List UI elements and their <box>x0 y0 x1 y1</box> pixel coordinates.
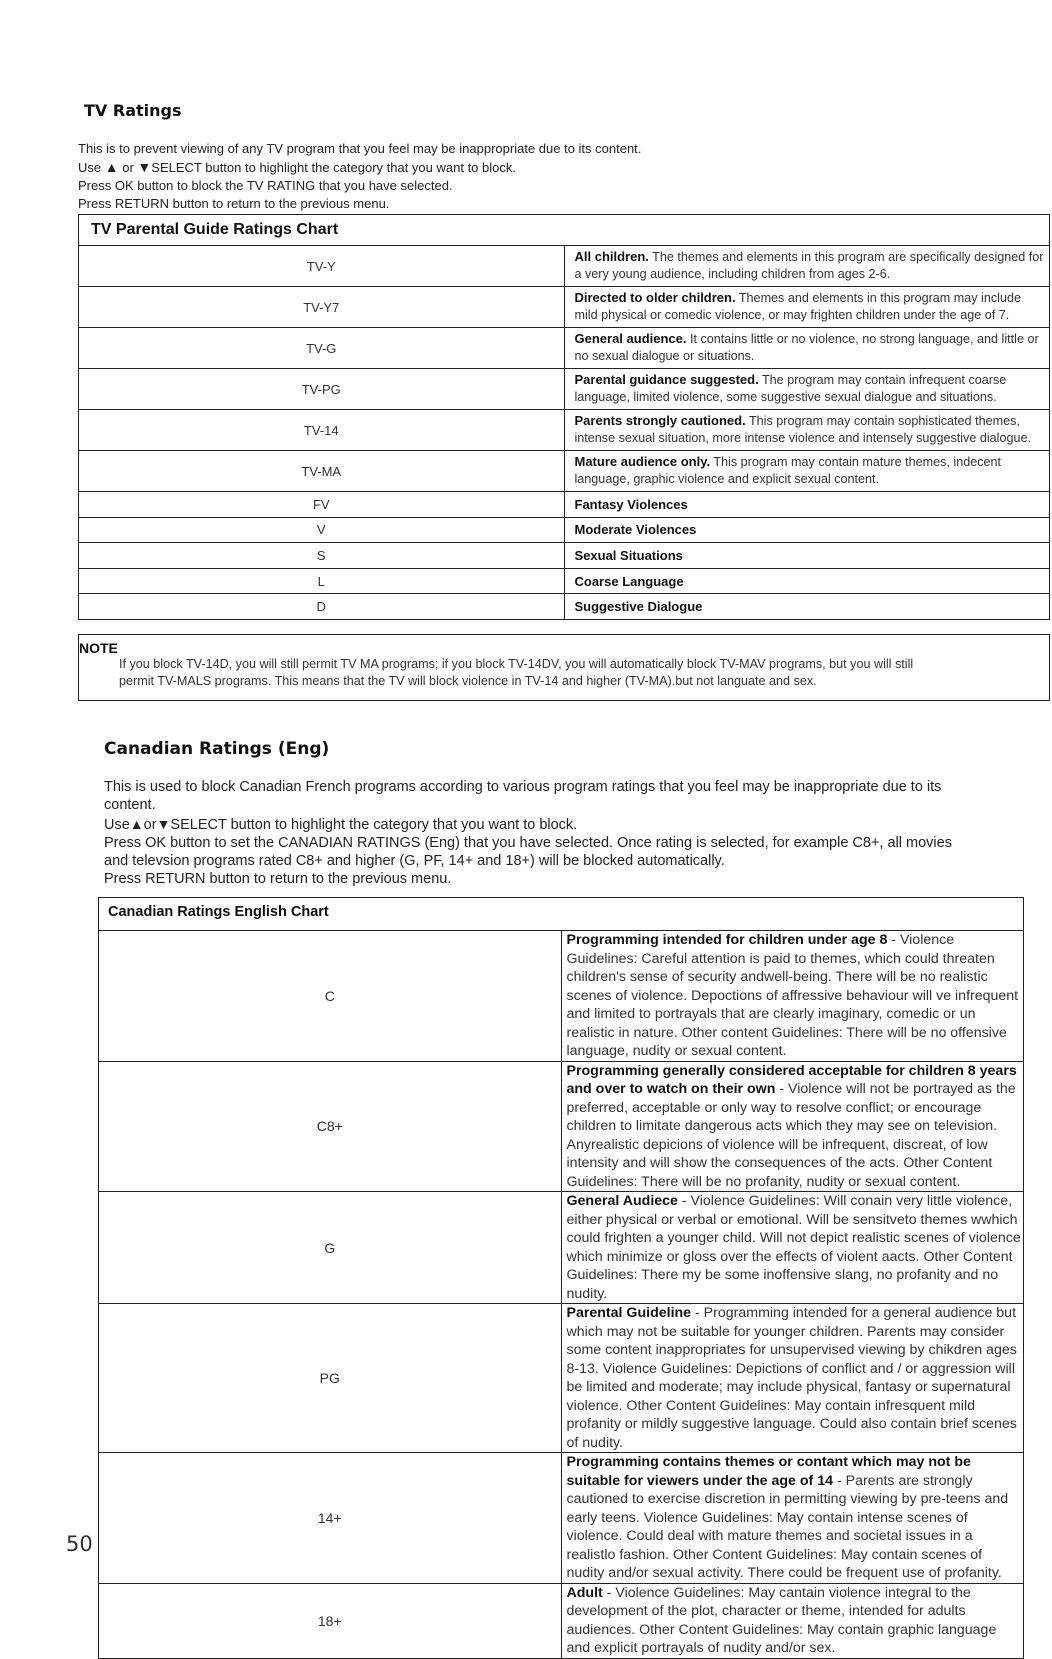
rating-description: General Audiece - Violence Guidelines: Will conain very little violence, either physical or verbal or emotional. Will be sensitveto themes wwhich could frighten a younger child. Will not depict realistic scenes of violence which minimize or gloss over the effects of violent aacts. Other Content Guidelines: There my be some inoffensive slang, no profanity and no nudity. <box>561 1192 1024 1304</box>
table-row <box>79 594 1050 620</box>
rating-code: TV-Y7 <box>79 287 565 328</box>
intro-line: Press OK button to set the CANADIAN RATINGS (Eng) that you have selected. Once rating is selected, for example C8+, all movies <box>104 834 952 851</box>
rating-code: TV-Y <box>79 246 565 287</box>
intro-line: Press RETURN button to return to the previous menu. <box>78 196 390 211</box>
rating-code: D <box>79 594 565 620</box>
table-row <box>99 1583 1024 1658</box>
rating-description: Coarse Language <box>564 568 1050 594</box>
rating-code: 18+ <box>99 1583 562 1658</box>
rating-code: PG <box>99 1304 562 1453</box>
up-arrow-icon: ▲ <box>104 159 119 175</box>
canadian-ratings-heading: Canadian Ratings (Eng) <box>104 739 330 759</box>
table-row <box>79 543 1050 569</box>
rating-description: Moderate Violences <box>564 517 1050 543</box>
intro-line: Press RETURN button to return to the previous menu. <box>104 871 452 888</box>
table-row <box>79 517 1050 543</box>
rating-description: Programming generally considered acceptable for children 8 years and over to watch on their own - Violence will not be portrayed as the preferred, acceptable or only way to resolve conflict; or encourage children to limitate dangerous acts which they may see on television. Anyrealistic depicions of violence will be infrequent, discreat, of low intensity and will show the consequences of the acts. Other Content Guidelines: There will be no profanity, nudity or sexual content. <box>561 1061 1024 1192</box>
table-row <box>79 410 1050 451</box>
rating-description: Fantasy Violences <box>564 492 1050 518</box>
rating-description: Programming intended for children under age 8 - Violence Guidelines: Careful attention is paid to themes, which could threaten children's sense of security andwell-being. There will be no realistic scenes of violence. Depoctions of affressive behaviour will ve infrequent and limited to portrayals that are clearly imaginary, comedic or un realistic in nature. Other content Guidelines: There will be no offensive language, nudity or sexual content. <box>561 931 1024 1062</box>
rating-code: TV-14 <box>79 410 565 451</box>
rating-code: TV-PG <box>79 369 565 410</box>
rating-code: FV <box>79 492 565 518</box>
table-row <box>79 451 1050 492</box>
intro-line: Use▲or▼SELECT button to highlight the category that you want to block. <box>104 815 578 833</box>
rating-code: TV-G <box>79 328 565 369</box>
rating-description: Directed to older children. Themes and elements in this program may include mild physical or comedic violence, or may frighten children under the age of 7. <box>564 287 1050 328</box>
rating-code: C <box>99 931 562 1062</box>
rating-code: G <box>99 1192 562 1304</box>
rating-description: General audience. It contains little or no violence, no strong language, and little or no sexual dialogue or situations. <box>564 328 1050 369</box>
canadian-ratings-table <box>98 897 1024 1659</box>
rating-code: 14+ <box>99 1453 562 1584</box>
down-arrow-icon: ▼ <box>156 815 171 832</box>
rating-description: All children. The themes and elements in this program are specifically designed for a very young audience, including children from ages 2-6. <box>564 246 1050 287</box>
table-title: Canadian Ratings English Chart <box>99 898 1024 931</box>
page-number: 50 <box>66 1532 93 1556</box>
intro-line: Use ▲ or ▼SELECT button to highlight the category that you want to block. <box>78 159 516 175</box>
rating-code: C8+ <box>99 1061 562 1192</box>
rating-description: Parental guidance suggested. The program may contain infrequent coarse language, limited violence, some suggestive sexual dialogue and situations. <box>564 369 1050 410</box>
table-row <box>79 287 1050 328</box>
rating-code: V <box>79 517 565 543</box>
table-row <box>99 1304 1024 1453</box>
rating-description: Sexual Situations <box>564 543 1050 569</box>
table-row <box>99 1453 1024 1584</box>
rating-description: Mature audience only. This program may contain mature themes, indecent language, graphic violence and explicit sexual content. <box>564 451 1050 492</box>
intro-line: This is used to block Canadian French programs according to various program ratings that you feel may be inappropriate due to its <box>104 779 942 795</box>
canadian-ratings-intro <box>104 778 952 889</box>
rating-code: L <box>79 568 565 594</box>
table-row <box>79 246 1050 287</box>
tv-parental-guide-table <box>78 214 1050 620</box>
table-row <box>79 492 1050 518</box>
intro-line: and televsion programs rated C8+ and higher (G, PF, 14+ and 18+) will be blocked automatically. <box>104 853 725 870</box>
table-row <box>99 931 1024 1062</box>
rating-description: Parental Guideline - Programming intended for a general audience but which may not be suitable for younger children. Parents may consider some content inappropriates for unsupervised viewing by chikdren ages 8-13. Violence Guidelines: Depictions of conflict and / or aggression will be limited and moderate; may include physical, fantasy or supernatural violence. Other Content Guidelines: May contain infresquent mild profanity or mildly suggestive language. Could also contain brief scenes of nudity. <box>561 1304 1024 1453</box>
intro-line: Press OK button to block the TV RATING that you have selected. <box>78 178 453 193</box>
note-title: NOTE <box>79 640 118 656</box>
rating-code: TV-MA <box>79 451 565 492</box>
note-line: If you block TV-14D, you will still permit TV MA programs; if you block TV-14DV, you will automatically block TV-MAV programs, but you will still <box>119 657 914 671</box>
rating-description: Suggestive Dialogue <box>564 594 1050 620</box>
table-row <box>79 328 1050 369</box>
rating-description: Adult - Violence Guidelines: May cantain violence integral to the development of the plot, character or theme, intended for adults audiences. Other Content Guidelines: May contain graphic language and explicit portrayals of nudity and/or sex. <box>561 1583 1024 1658</box>
intro-line: content. <box>104 797 156 814</box>
table-row <box>79 369 1050 410</box>
table-row <box>99 1192 1024 1304</box>
rating-code: S <box>79 543 565 569</box>
note-box <box>78 634 1050 701</box>
table-row <box>79 568 1050 594</box>
tv-ratings-intro <box>78 140 641 213</box>
note-line: permit TV-MALS programs. This means that the TV will block violence in TV-14 and higher (TV-MA).but not languate and sex. <box>119 674 817 688</box>
intro-line: This is to prevent viewing of any TV program that you feel may be inappropriate due to its content. <box>78 141 642 156</box>
rating-description: Programming contains themes or contant which may not be suitable for viewers under the age of 14 - Parents are strongly cautioned to exercise discretion in permitting viewing by pre-teens and early teens. Violence Guidelines: May contain intense scenes of violence. Could deal with mature themes and societal issues in a realistlo fashion. Other Content Guidelines: May contain scenes of nudity and/or sexual activity. There could be frequent use of profanity. <box>561 1453 1024 1584</box>
table-title: TV Parental Guide Ratings Chart <box>79 215 1050 246</box>
down-arrow-icon: ▼ <box>137 159 152 175</box>
tv-ratings-heading: TV Ratings <box>84 101 182 120</box>
table-row <box>99 1061 1024 1192</box>
up-arrow-icon: ▲ <box>129 815 144 832</box>
rating-description: Parents strongly cautioned. This program may contain sophisticated themes, intense sexual situation, more intense violence and intensely suggestive dialogue. <box>564 410 1050 451</box>
